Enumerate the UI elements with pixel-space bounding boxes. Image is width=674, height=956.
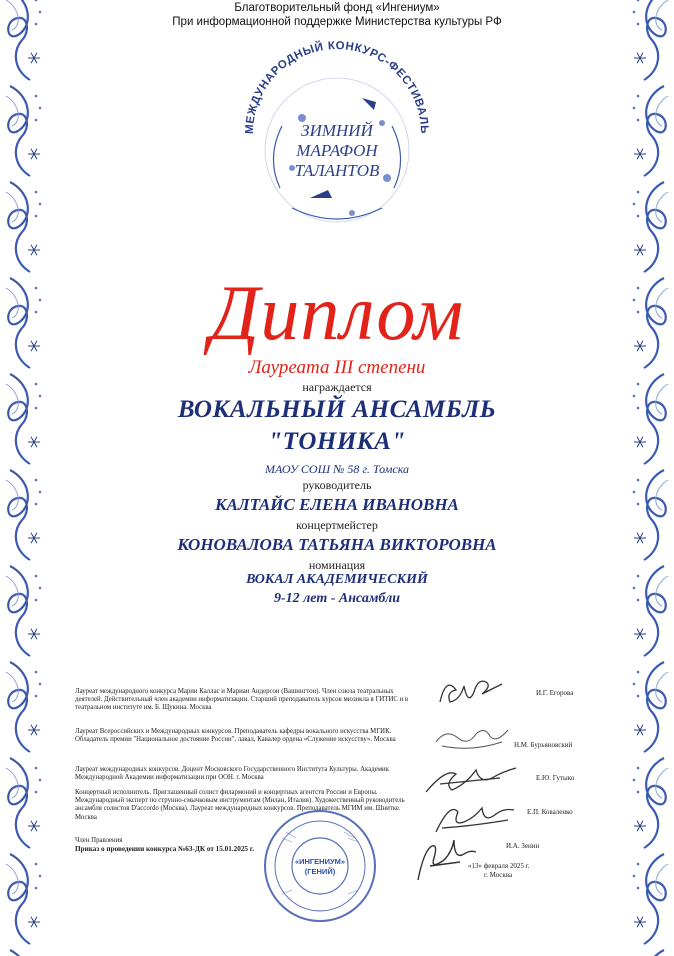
border-dot bbox=[35, 191, 38, 194]
border-dot bbox=[637, 383, 640, 386]
border-dot bbox=[39, 395, 42, 398]
snowflake-icon bbox=[634, 725, 646, 735]
category-text: 9-12 лет - Ансамбли bbox=[273, 591, 401, 606]
border-dot bbox=[35, 791, 38, 794]
nomination-label: номинация bbox=[308, 558, 366, 572]
border-dot bbox=[637, 863, 640, 866]
border-dot bbox=[35, 671, 38, 674]
snowflake-icon bbox=[634, 53, 646, 63]
issue-city: г. Москва bbox=[484, 871, 513, 879]
border-dot bbox=[637, 767, 640, 770]
stamp-center-line1: «ИНГЕНИУМ» bbox=[294, 857, 346, 866]
logo-title-line3: ТАЛАНТОВ bbox=[294, 161, 380, 180]
board-name: И.А. Зенин bbox=[506, 842, 540, 850]
border-dot bbox=[637, 575, 640, 578]
jury-text-2: Лауреат Всероссийских и Международных конкурсов. Преподаватель кафедры вокального искусства МГИК. Обладатель премии "Национальное достояние России", лавал, Кавалер ордена «Служение искусству». Москва bbox=[75, 728, 396, 744]
border-dot bbox=[35, 767, 38, 770]
awarded-label: награждается bbox=[302, 380, 372, 394]
snowflake-icon bbox=[28, 821, 40, 831]
border-dot bbox=[39, 875, 42, 878]
snowflake-icon bbox=[28, 437, 40, 447]
order-text: Приказ о проведении конкурса №63-ДК от 15.01.2025 г. bbox=[75, 845, 255, 853]
snowflake-icon bbox=[28, 917, 40, 927]
border-dot bbox=[633, 107, 636, 110]
border-dot bbox=[637, 503, 640, 506]
border-dot bbox=[35, 215, 38, 218]
border-dot bbox=[35, 599, 38, 602]
logo-title-line2: МАРАФОН bbox=[296, 141, 378, 160]
snowflake-icon bbox=[28, 53, 40, 63]
jury-text-4: Концертный исполнитель. Приглашенный солист филармоний и концертных агентств России и Европы. Международный эксперт по струнно-смычковым инструментам (Милан, Италия). Художественный руководитель ансамбля солистов D'accordo (Москва). Лауреат международных конкурсов. Преподаватель МГИМ им. Шнитке. Москва bbox=[75, 789, 405, 821]
snowflake-icon bbox=[28, 629, 40, 639]
border-dot bbox=[35, 887, 38, 890]
border-dot bbox=[633, 683, 636, 686]
jury-name-1: И.Г. Егорова bbox=[536, 689, 574, 697]
snowflake-icon bbox=[28, 149, 40, 159]
border-dot bbox=[637, 599, 640, 602]
signature-4 bbox=[428, 798, 518, 838]
nomination-text: ВОКАЛ АКАДЕМИЧЕСКИЙ bbox=[246, 572, 428, 587]
snowflake-icon bbox=[28, 245, 40, 255]
border-dot bbox=[633, 875, 636, 878]
border-dot bbox=[637, 215, 640, 218]
border-dot bbox=[39, 107, 42, 110]
border-dot bbox=[637, 191, 640, 194]
border-dot bbox=[637, 407, 640, 410]
logo-arc-text: МЕЖДУНАРОДНЫЙ КОНКУРС-ФЕСТИВАЛЬ bbox=[243, 39, 431, 135]
border-dot bbox=[35, 407, 38, 410]
border-dot bbox=[637, 887, 640, 890]
border-dot bbox=[637, 119, 640, 122]
board-label: Член Правления bbox=[75, 837, 123, 844]
border-dot bbox=[35, 695, 38, 698]
leader-name: КАЛТАЙС ЕЛЕНА ИВАНОВНА bbox=[215, 495, 459, 514]
snowflake-icon bbox=[634, 437, 646, 447]
jury-name-4: Е.П. Коваленко bbox=[527, 808, 573, 816]
border-dot bbox=[35, 863, 38, 866]
snowflake-icon bbox=[28, 725, 40, 735]
right-ornament-border bbox=[628, 0, 674, 956]
snowflake-icon bbox=[634, 533, 646, 543]
border-dot bbox=[39, 203, 42, 206]
snowflake-icon bbox=[634, 917, 646, 927]
border-dot bbox=[35, 383, 38, 386]
accompanist-label: концертмейстер bbox=[296, 518, 378, 532]
participant-line2: "ТОНИКА" bbox=[268, 428, 406, 455]
accompanist-name: КОНОВАЛОВА ТАТЬЯНА ВИКТОРОВНА bbox=[177, 535, 497, 554]
border-dot bbox=[633, 587, 636, 590]
stamp-center-line2: (ГЕНИЙ) bbox=[304, 867, 336, 876]
border-dot bbox=[39, 779, 42, 782]
signature-2 bbox=[432, 724, 512, 754]
border-dot bbox=[39, 683, 42, 686]
jury-text-1: Лауреат международного конкурса Марии Каллас и Мариан Андерсон (Вашингтон). Член союза театральных деятелей. Действительный член академии информатизации. Старший преподаватель курсов мюзикла в ГИТИС и в театральном институте им. Б. Щукина. Москва bbox=[75, 688, 409, 712]
signature-5 bbox=[412, 836, 482, 886]
border-dot bbox=[633, 395, 636, 398]
signature-1 bbox=[432, 672, 512, 712]
organization-stamp bbox=[262, 808, 378, 924]
jury-name-2: Н.М. Бурьяновский bbox=[514, 741, 573, 749]
border-dot bbox=[39, 587, 42, 590]
jury-name-3: Е.Ю. Гутыко bbox=[536, 774, 575, 782]
border-dot bbox=[637, 479, 640, 482]
border-dot bbox=[637, 95, 640, 98]
leader-label: руководитель bbox=[302, 478, 372, 492]
festival-logo bbox=[232, 28, 442, 238]
school-text: МАОУ СОШ № 58 г. Томска bbox=[264, 462, 410, 476]
border-curl bbox=[644, 950, 666, 956]
border-dot bbox=[637, 791, 640, 794]
border-dot bbox=[35, 503, 38, 506]
degree-text: Лауреата III степени bbox=[248, 357, 426, 378]
jury-text-3: Лауреат международных конкурсов. Доцент Московского Государственного Института Культуры. Академик Международной Академии информатизации при ООН. г. Москва bbox=[75, 766, 389, 782]
snowflake-icon bbox=[634, 821, 646, 831]
border-dot bbox=[35, 95, 38, 98]
left-ornament-border bbox=[0, 0, 46, 956]
border-dot bbox=[633, 779, 636, 782]
border-dot bbox=[35, 575, 38, 578]
snowflake-icon bbox=[634, 245, 646, 255]
border-dot bbox=[633, 203, 636, 206]
snowflake-icon bbox=[634, 629, 646, 639]
header-foundation: Благотворительный фонд «Ингениум» bbox=[234, 2, 440, 14]
snowflake-icon bbox=[634, 149, 646, 159]
issue-date: «13» февраля 2025 г. bbox=[468, 862, 530, 870]
header-support: При информационной поддержке Министерства культуры РФ bbox=[172, 16, 502, 28]
border-dot bbox=[35, 119, 38, 122]
signature-3 bbox=[420, 764, 520, 798]
participant-line1: ВОКАЛЬНЫЙ АНСАМБЛЬ bbox=[177, 396, 497, 423]
border-curl bbox=[8, 950, 30, 956]
border-dot bbox=[637, 671, 640, 674]
border-dot bbox=[633, 491, 636, 494]
border-dot bbox=[39, 491, 42, 494]
snowflake-icon bbox=[28, 533, 40, 543]
border-dot bbox=[35, 479, 38, 482]
logo-title-line1: ЗИМНИЙ bbox=[301, 121, 373, 140]
diploma-title: Диплом bbox=[209, 269, 465, 356]
border-dot bbox=[637, 695, 640, 698]
